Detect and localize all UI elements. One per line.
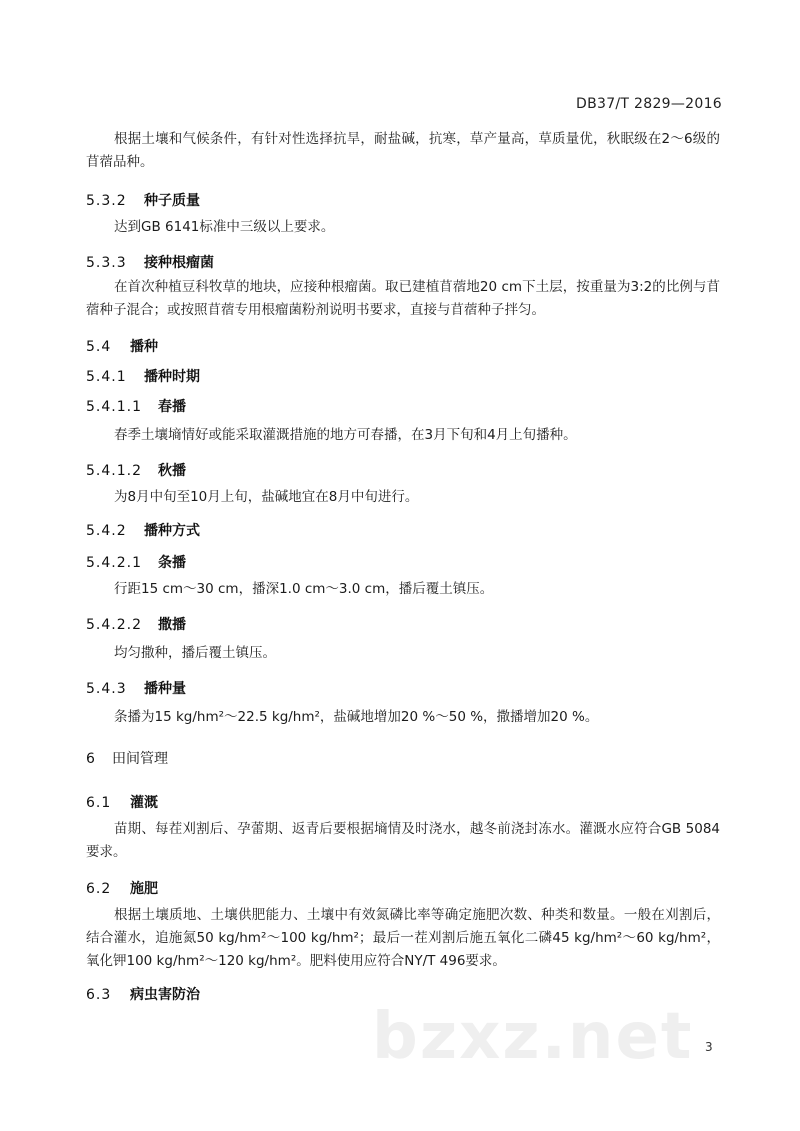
heading-5-4 [86, 336, 158, 356]
paragraph-seed-quality: 达到GB 6141标准中三级以上要求。 [114, 219, 335, 235]
heading-5-4-2 [86, 520, 200, 540]
heading-title: 田间管理 [112, 751, 168, 767]
heading-5-4-2-1 [86, 552, 186, 572]
heading-6-3 [86, 984, 200, 1004]
heading-number: 5.4.1 [86, 369, 127, 385]
paragraph-broadcast-sowing: 均匀撒种，播后覆土镇压。 [114, 645, 276, 661]
heading-6 [86, 748, 168, 768]
heading-title: 春播 [158, 399, 186, 415]
heading-title: 秋播 [158, 463, 186, 479]
paragraph-variety-selection: 根据土壤和气候条件，有针对性选择抗旱，耐盐碱，抗寒，草产量高，草质量优，秋眠级在2～6级的苜蓿品种。 [86, 131, 720, 170]
heading-5-3-3 [86, 252, 214, 272]
heading-number: 6.2 [86, 881, 112, 897]
paragraph-fertilization: 根据土壤质地、土壤供肥能力、土壤中有效氮磷比率等确定施肥次数、种类和数量。一般在刈割后，结合灌水，追施氮50 kg/hm²～100 kg/hm²；最后一茬刈割后施五氧化二磷45 kg/hm²～60 kg/hm²，氧化钾100 kg/hm²～120 kg/hm²。肥料使用应符合NY/T 496要求。 [86, 907, 720, 969]
paragraph-spring-sowing: 春季土壤墒情好或能采取灌溉措施的地方可春播，在3月下旬和4月上旬播种。 [114, 427, 577, 443]
heading-title: 撒播 [158, 617, 186, 633]
heading-title: 播种方式 [144, 523, 200, 539]
heading-number: 5.4 [86, 339, 112, 355]
document-code: DB37/T 2829—2016 [576, 96, 722, 112]
heading-title: 条播 [158, 555, 186, 571]
watermark-logo: bzxz.net [372, 1000, 694, 1074]
heading-6-2 [86, 878, 158, 898]
heading-5-4-3 [86, 678, 186, 698]
heading-number: 5.4.2 [86, 523, 127, 539]
heading-number: 6.3 [86, 987, 112, 1003]
heading-title: 病虫害防治 [130, 987, 200, 1003]
paragraph-irrigation: 苗期、每茬刈割后、孕蕾期、返青后要根据墒情及时浇水，越冬前浇封冻水。灌溉水应符合GB 5084要求。 [86, 821, 720, 860]
heading-title: 施肥 [130, 881, 158, 897]
heading-5-4-1-2 [86, 460, 186, 480]
paragraph-autumn-sowing: 为8月中旬至10月上旬，盐碱地宜在8月中旬进行。 [114, 489, 419, 505]
heading-5-4-2-2 [86, 614, 186, 634]
heading-5-3-2 [86, 190, 200, 210]
heading-number: 5.4.2.1 [86, 555, 142, 571]
heading-6-1 [86, 792, 158, 812]
heading-number: 5.3.3 [86, 255, 127, 271]
heading-number: 5.4.2.2 [86, 617, 142, 633]
heading-number: 6.1 [86, 795, 112, 811]
heading-number: 5.3.2 [86, 193, 127, 209]
heading-5-4-1 [86, 366, 200, 386]
paragraph-drill-sowing: 行距15 cm～30 cm，播深1.0 cm～3.0 cm，播后覆土镇压。 [114, 581, 494, 597]
heading-number: 5.4.1.1 [86, 399, 142, 415]
heading-number: 6 [86, 751, 96, 767]
heading-title: 播种量 [144, 681, 186, 697]
heading-title: 接种根瘤菌 [144, 255, 214, 271]
heading-title: 种子质量 [144, 193, 200, 209]
heading-title: 灌溉 [130, 795, 158, 811]
heading-title: 播种时期 [144, 369, 200, 385]
heading-number: 5.4.1.2 [86, 463, 142, 479]
heading-5-4-1-1 [86, 396, 186, 416]
heading-title: 播种 [130, 339, 158, 355]
paragraph-inoculation: 在首次种植豆科牧草的地块，应接种根瘤菌。取已建植苜蓿地20 cm下土层，按重量为3:2的比例与苜蓿种子混合；或按照苜蓿专用根瘤菌粉剂说明书要求，直接与苜蓿种子拌匀。 [86, 279, 720, 318]
page-number: 3 [705, 1040, 713, 1054]
heading-number: 5.4.3 [86, 681, 127, 697]
paragraph-seeding-rate: 条播为15 kg/hm²～22.5 kg/hm²，盐碱地增加20 %～50 %，撒播增加20 %。 [114, 709, 599, 725]
